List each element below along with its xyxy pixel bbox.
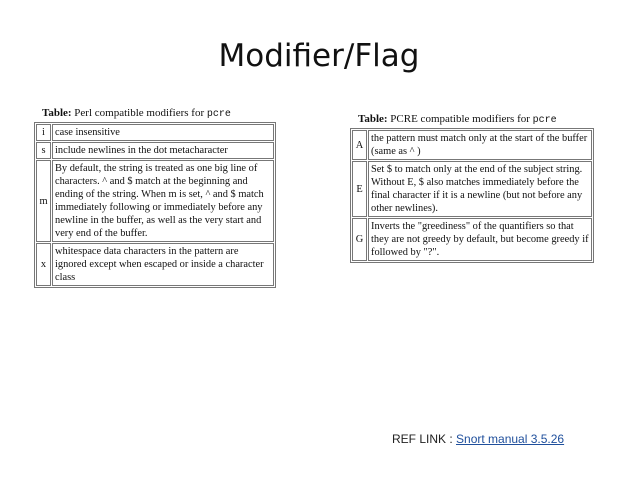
snort-manual-link[interactable]: Snort manual 3.5.26 (456, 432, 565, 446)
modifier-key: s (36, 142, 51, 159)
modifier-key: i (36, 124, 51, 141)
table-row (352, 161, 592, 217)
perl-caption-code: pcre (206, 109, 231, 120)
pcre-table-caption (358, 113, 596, 127)
modifier-description: include newlines in the dot metacharacter (52, 142, 274, 159)
perl-table-caption (42, 107, 278, 121)
ref-link-line (392, 432, 564, 446)
modifier-description: the pattern must match only at the start of the buffer (same as ^ ) (368, 130, 592, 160)
perl-modifiers-table-block (34, 107, 278, 288)
modifier-key: A (352, 130, 367, 160)
table-row (352, 218, 592, 261)
modifier-description: case insensitive (52, 124, 274, 141)
pcre-modifiers-table-block (350, 113, 596, 263)
modifier-description: whitespace data characters in the pattern are ignored except when escaped or inside a character class (52, 243, 274, 286)
ref-link-prefix: REF LINK : (392, 432, 457, 446)
modifier-description: Inverts the "greediness" of the quantifiers so that they are not greedy by default, but become greedy if followed by "?". (368, 218, 592, 261)
pcre-caption-label: Table: (358, 113, 388, 125)
table-row (36, 243, 274, 286)
modifier-key: m (36, 160, 51, 242)
table-row (36, 124, 274, 141)
table-row (36, 142, 274, 159)
modifier-key: G (352, 218, 367, 261)
modifier-key: E (352, 161, 367, 217)
modifier-description: Set $ to match only at the end of the subject string. Without E, $ also matches immediately before the final character if it is a newline (but not before any other newlines). (368, 161, 592, 217)
slide-title: Modifier/Flag (218, 38, 420, 74)
pcre-modifiers-table (350, 128, 594, 263)
table-row (36, 160, 274, 242)
perl-caption-label: Table: (42, 107, 72, 119)
pcre-caption-text: PCRE compatible modifiers for (390, 113, 530, 125)
modifier-key: x (36, 243, 51, 286)
perl-modifiers-table (34, 122, 276, 288)
pcre-caption-code: pcre (532, 115, 557, 126)
perl-caption-text: Perl compatible modifiers for (74, 107, 205, 119)
table-row (352, 130, 592, 160)
modifier-description: By default, the string is treated as one big line of characters. ^ and $ match at the beginning and ending of the string. When m is set, ^ and $ match immediately following or immediately before any newline in the buffer, as well as the very start and very end of the buffer. (52, 160, 274, 242)
